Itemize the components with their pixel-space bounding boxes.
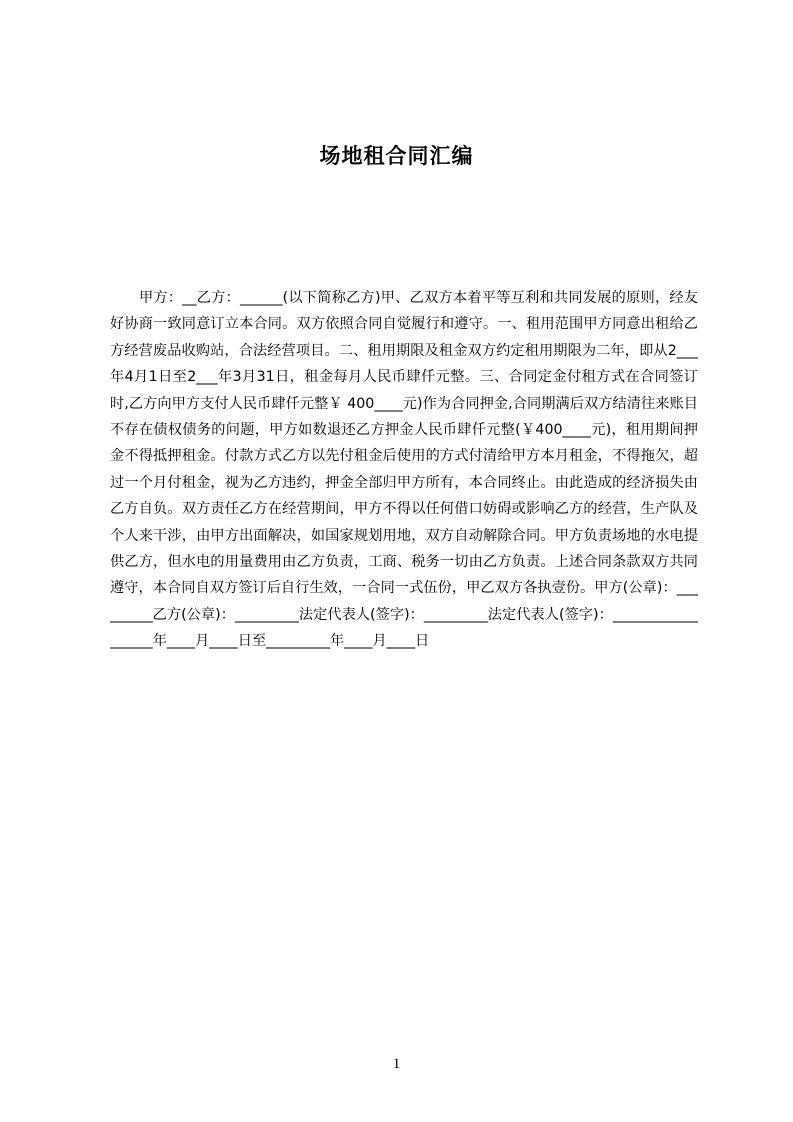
contract-paragraph: 甲方：__乙方：______(以下简称乙方)甲、乙双方本着平等互利和共同发展的原则，经友好协商一致同意订立本合同。双方依照合同自觉履行和遵守。一、租用范围甲方同意出租给乙方经营废品收购站，合法经营项目。二、租用期限及租金双方约定租用期限为二年，即从2___年4月1日至2___年3月31日，租金每月人民币肆仟元整。三、合同定金付租方式在合同签订时,乙方向甲方支付人民币肆仟元整￥ 400____元)作为合同押金,合同期满后双方结清往来账目不存在债权债务的问题，甲方如数退还乙方押金人民币肆仟元整(￥400____元)，租用期间押金不得抵押租金。付款方式乙方以先付租金后使用的方式付清给甲方本月租金，不得拖欠，超过一个月付租金，视为乙方违约，押金全部归甲方所有，本合同终止。由此造成的经济损失由乙方自负。双方责任乙方在经营期间，甲方不得以任何借口妨碍或影响乙方的经营，生产队及个人来干涉，由甲方出面解决，如国家规划用地，双方自动解除合同。甲方负责场地的水电提供乙方，但水电的用量费用由乙方负责，工商、税务一切由乙方负责。上述合同条款双方共同遵守，本合同自双方签订后自行生效，一合同一式伍份，甲乙双方各执壹份。甲方(公章)：_________乙方(公章)：_________法定代表人(签字)：_________法定代表人(签字)：__________________年____月____日至_________年____月____日 bbox=[110, 290, 698, 650]
page-number: 1 bbox=[392, 1056, 401, 1072]
document-body bbox=[110, 285, 698, 775]
document-title: 场地租合同汇编 bbox=[319, 144, 474, 168]
